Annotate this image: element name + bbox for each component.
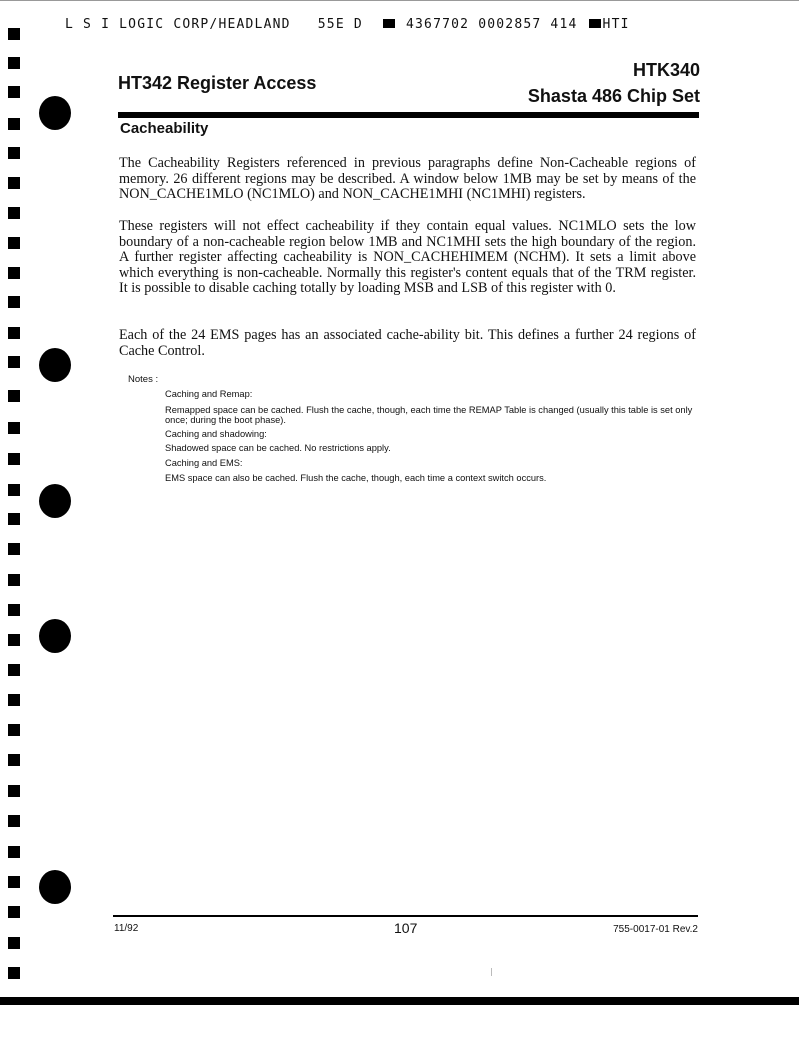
note-text: Shadowed space can be cached. No restrictions apply. xyxy=(165,443,391,454)
scan-bottom-edge xyxy=(0,997,799,1005)
perforation-square xyxy=(8,484,20,496)
perforation-square xyxy=(8,296,20,308)
perforation-square xyxy=(8,906,20,918)
perforation-square xyxy=(8,57,20,69)
product-header xyxy=(528,57,700,109)
perforation-square xyxy=(8,754,20,766)
perforation-square xyxy=(8,177,20,189)
perforation-square xyxy=(8,664,20,676)
header-rule xyxy=(118,112,699,118)
perforation-square xyxy=(8,604,20,616)
punch-hole xyxy=(39,96,71,130)
note-text: Remapped space can be cached. Flush the cache, though, each time the REMAP Table is changed (usually this table is set only once; during the boot phase). xyxy=(165,404,693,426)
perforation-square xyxy=(8,118,20,130)
product-name: Shasta 486 Chip Set xyxy=(527,86,700,106)
punch-hole xyxy=(39,619,71,653)
scan-header-code: 55E D xyxy=(317,17,363,32)
perforation-square xyxy=(8,543,20,555)
punch-hole xyxy=(39,870,71,904)
document-number: 755-0017-01 Rev.2 xyxy=(613,924,698,935)
note-heading: Caching and EMS: xyxy=(165,457,243,468)
note-heading: Caching and Remap: xyxy=(165,389,253,399)
product-code: HTK340 xyxy=(632,60,700,80)
page-title: HT342 Register Access xyxy=(118,73,317,93)
perforation-square xyxy=(8,267,20,279)
perforation-square xyxy=(8,694,20,706)
perforation-square xyxy=(8,876,20,888)
perforation-square xyxy=(8,785,20,797)
perforation-square xyxy=(8,846,20,858)
scan-header-left: L S I LOGIC CORP/HEADLAND xyxy=(65,17,291,32)
page-number: 107 xyxy=(394,920,418,936)
perforation-square xyxy=(8,390,20,402)
perforation-square xyxy=(8,86,20,98)
perforation-square xyxy=(8,574,20,586)
footer-date: 11/92 xyxy=(114,923,139,934)
scan-speck xyxy=(491,968,492,976)
notes-label: Notes : xyxy=(128,374,159,385)
body-paragraph: Each of the 24 EMS pages has an associated cache-ability bit. This defines a further 24 regions of Cache Control. xyxy=(119,327,696,359)
perforation-square xyxy=(8,147,20,159)
perforation-square xyxy=(8,207,20,219)
scan-block-mark xyxy=(589,19,601,28)
perforation-square xyxy=(8,967,20,979)
scan-header-suffix: HTI xyxy=(602,17,630,32)
note-text: EMS space can also be cached. Flush the cache, though, each time a context switch occurs. xyxy=(165,472,547,483)
perforation-square xyxy=(8,422,20,434)
punch-hole xyxy=(39,484,71,518)
section-title: Cacheability xyxy=(120,120,209,137)
body-paragraph: The Cacheability Registers referenced in previous paragraphs define Non-Cacheable regions of memory. 26 different regions may be described. A window below 1MB may be set by means of the NON_CACHE1MLO (NC1MLO) and NON_CACHE1MHI (NC1MHI) registers. xyxy=(119,155,696,202)
perforation-square xyxy=(8,634,20,646)
note-heading: Caching and shadowing: xyxy=(165,428,267,439)
perforation-square xyxy=(8,815,20,827)
footer-rule xyxy=(113,915,698,917)
perforation-square xyxy=(8,28,20,40)
scan-header-numbers: 4367702 0002857 414 xyxy=(406,17,578,32)
perforation-square xyxy=(8,937,20,949)
perforation-square xyxy=(8,513,20,525)
scan-edge-line xyxy=(0,0,799,1)
notes-list xyxy=(165,389,705,483)
scan-block-mark xyxy=(383,19,395,28)
perforation-square xyxy=(8,237,20,249)
body-paragraph: These registers will not effect cacheability if they contain equal values. NC1MLO sets the low boundary of a non-cacheable region below 1MB and NC1MHI sets the high boundary of the region. A further register affecting cacheability is NON_CACHEHIMEM (NCHM). It sets a limit above which everything is non-cacheable. Normally this register's content equals that of the TRM register. It is possible to disable caching totally by loading MSB and LSB of this register with 0. xyxy=(119,218,696,296)
perforation-square xyxy=(8,327,20,339)
perforation-square xyxy=(8,724,20,736)
scan-header-line xyxy=(65,17,785,32)
perforation-square xyxy=(8,356,20,368)
punch-hole xyxy=(39,348,71,382)
perforation-square xyxy=(8,453,20,465)
